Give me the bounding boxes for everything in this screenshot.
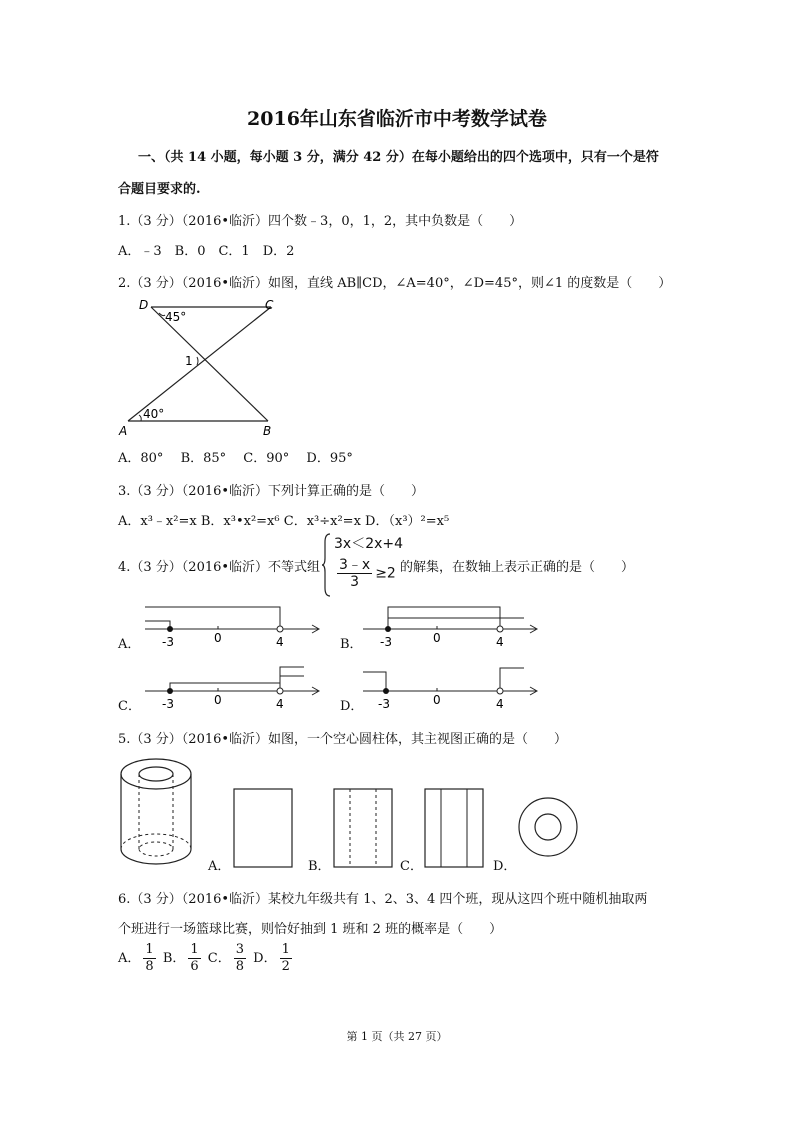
angle-a-label: 40° [143,407,165,421]
q3-option-c: x³÷x²=x [306,514,361,529]
q1-stem: 1.（3 分）（2016•临沂）四个数﹣3，0，1，2，其中负数是（ ） [118,214,523,229]
q4-inequality-1: 3x＜2x+4 [334,536,404,552]
q6-option-a-label: A． [118,951,141,966]
q5-option-a-view [233,788,295,870]
q4-ineq2-denominator: 3 [350,574,360,590]
page-title: 2016年山东省临沂市中考数学试卷 [247,108,547,130]
q4-option-c-label: C． [118,699,141,714]
q6-option-d-label: D． [253,951,277,966]
q6-options [118,942,295,975]
tick-4: 4 [276,635,284,649]
q6-stem-line2: 个班进行一场篮球比赛，则恰好抽到 1 班和 2 班的概率是（ ） [118,922,503,937]
q5-option-d-label: D． [493,859,517,874]
tick-0: 0 [214,631,222,645]
q6-option-c-label: C． [207,951,231,966]
section-heading-line1: 一、（共 14 小题，每小题 3 分，满分 42 分）在每小题给出的四个选项中，只有一个是符 [138,150,659,165]
q3-option-a-label: A． [118,514,141,529]
q2-parallel-lines-figure [115,295,295,440]
tick-0: 0 [433,631,441,645]
q5-option-a-label: A． [208,859,231,874]
q6-stem-line1: 6.（3 分）（2016•临沂）某校九年级共有 1、2、3、4 四个班，现从这四个班中随机抽取两 [118,892,648,907]
tick-4: 4 [496,635,504,649]
q5-hollow-cylinder-figure [118,754,198,869]
q5-option-d-view [517,796,581,860]
section-heading-line2: 合题目要求的. [118,182,201,197]
q4-option-d-number-line [358,662,543,712]
tick-minus3: -3 [162,697,174,711]
q3-options [118,510,449,529]
q4-option-d-label: D． [340,699,364,714]
angle-1-label: 1 [185,354,193,368]
page-footer: 第 1 页（共 27 页） [346,1030,448,1043]
tick-4: 4 [276,697,284,711]
angle-d-label: 45° [165,310,187,324]
point-a-label: A [119,424,128,438]
q3-option-a: x³﹣x²=x [140,514,197,529]
q3-option-b-label: B． [200,514,224,529]
q4-stem-pre: 4.（3 分）（2016•临沂）不等式组 [118,560,321,575]
q6-option-b-label: B． [162,951,186,966]
q4-option-a-number-line [140,600,325,650]
tick-minus3: -3 [380,635,392,649]
q4-ineq2-relation: ≥2 [375,565,396,582]
q6-option-a-fraction: $\frac{1}{8}$ [145,942,154,974]
q1-options: A．﹣3 B．0 C．1 D．2 [118,244,295,259]
tick-minus3: -3 [378,697,390,711]
q2-stem: 2.（3 分）（2016•临沂）如图，直线 AB∥CD，∠A=40°，∠D=45°，则∠1 的度数是（ ） [118,276,672,291]
q2-options: A．80° B．85° C．90° D．95° [118,451,353,466]
point-b-label: B [263,424,272,438]
q4-inequality-2 [334,557,396,590]
q6-option-d-fraction: $\frac{1}{2}$ [281,942,290,974]
q3-option-c-label: C． [283,514,307,529]
q3-option-d-label: D． [365,514,389,529]
q4-option-b-number-line [358,600,543,650]
q3-stem: 3.（3 分）（2016•临沂）下列计算正确的是（ ） [118,484,425,499]
q6-option-b-fraction: $\frac{1}{6}$ [190,942,199,974]
q5-option-c-label: C． [400,859,423,874]
q3-option-b: x³•x²=x⁶ [223,514,280,529]
q4-stem-post: 的解集，在数轴上表示正确的是（ ） [400,560,635,575]
q4-option-b-label: B． [340,637,363,652]
q4-option-c-number-line [140,662,325,712]
tick-4: 4 [496,697,504,711]
q6-option-c-fraction: $\frac{3}{8}$ [235,942,245,974]
q4-system-brace [322,532,332,598]
q5-option-b-label: B． [308,859,331,874]
q4-option-a-label: A． [118,637,141,652]
q5-option-c-view [424,788,486,870]
q5-stem: 5.（3 分）（2016•临沂）如图，一个空心圆柱体，其主视图正确的是（ ） [118,732,568,747]
q5-option-b-view [333,788,395,870]
tick-minus3: -3 [162,635,174,649]
q4-ineq2-numerator: 3﹣x [339,557,371,573]
point-d-label: D [139,298,149,312]
point-c-label: C [265,298,274,312]
tick-0: 0 [214,693,222,707]
q3-option-d: （x³）²=x⁵ [388,514,450,529]
tick-0: 0 [433,693,441,707]
